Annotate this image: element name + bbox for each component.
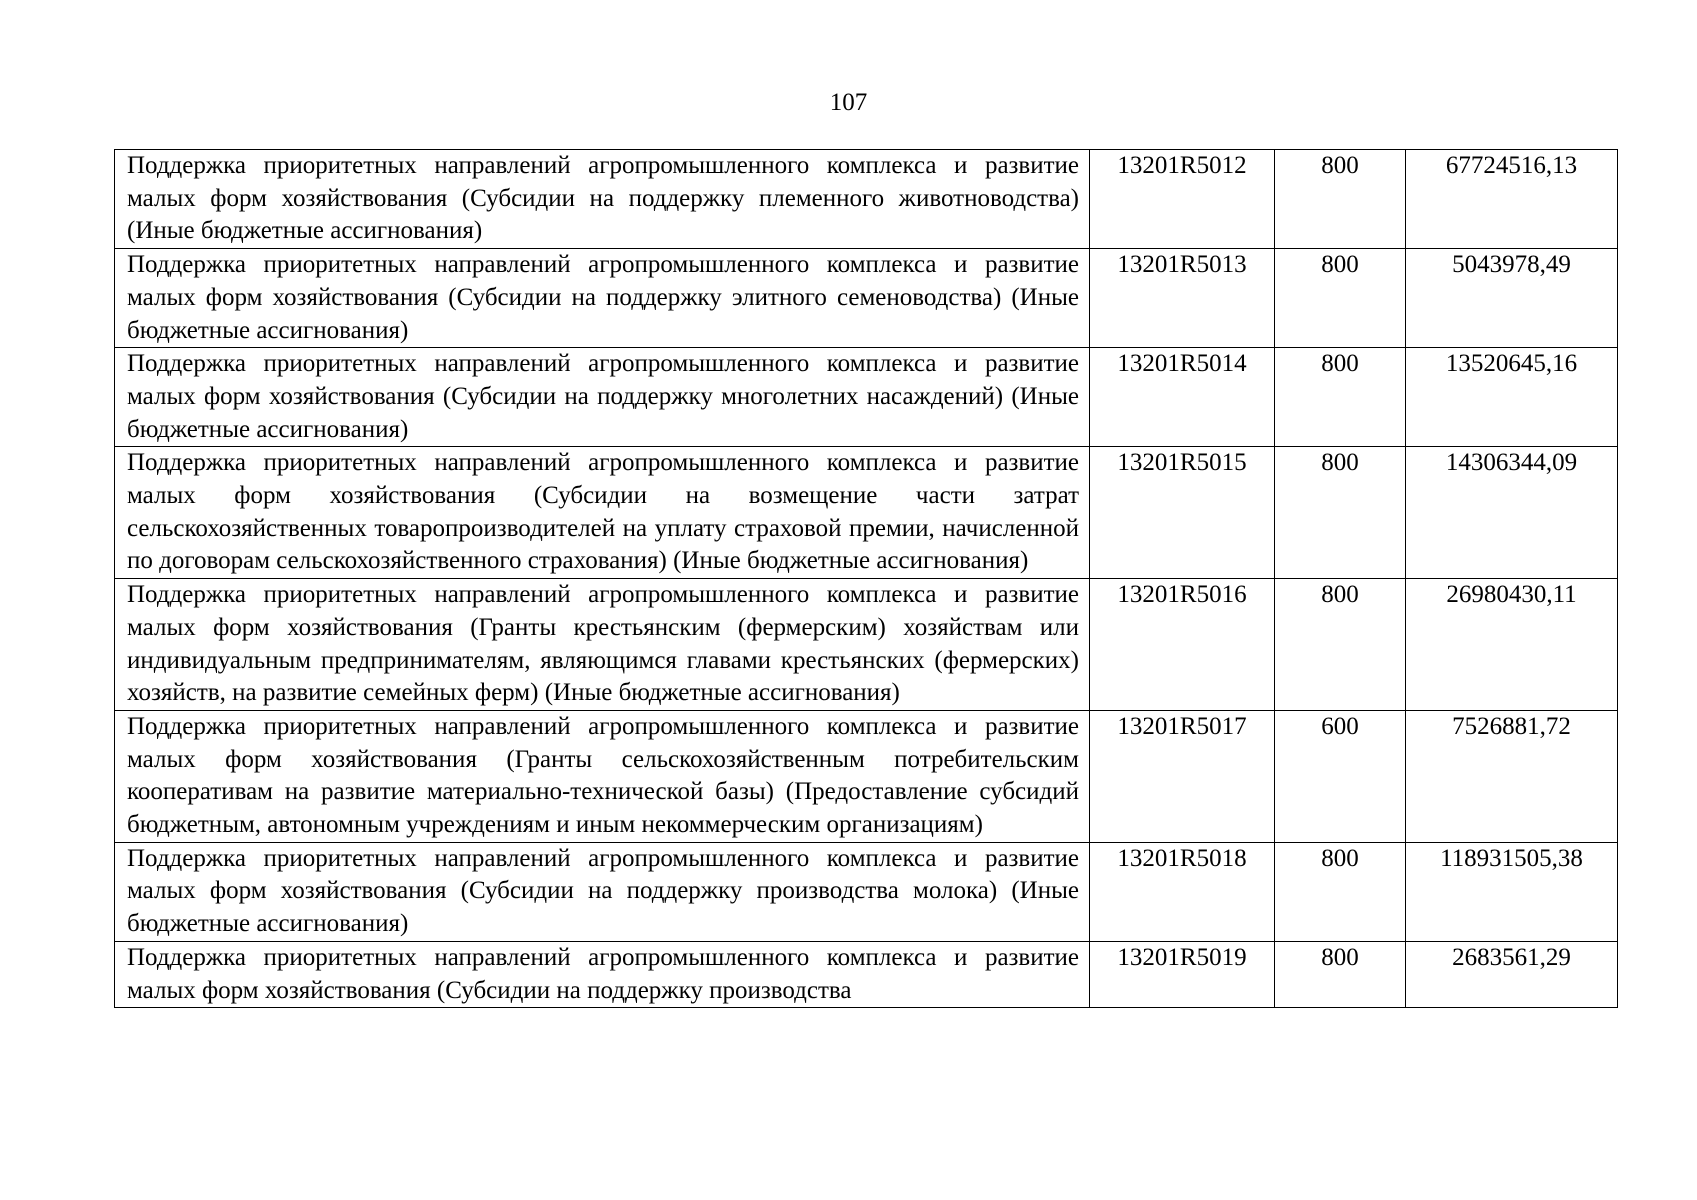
table-row xyxy=(115,348,1618,447)
table-row xyxy=(115,842,1618,941)
budget-allocation-table xyxy=(114,149,1618,1008)
amount-value: 118931505,38 xyxy=(1406,842,1618,941)
table-row xyxy=(115,579,1618,711)
expense-description: Поддержка приоритетных направлений агропромышленного комплекса и развитие малых форм хозяйствования (Субсидии на поддержку элитного семеноводства) (Иные бюджетные ассигнования) xyxy=(115,249,1090,348)
expense-description: Поддержка приоритетных направлений агропромышленного комплекса и развитие малых форм хозяйствования (Гранты сельскохозяйственным потребительским кооперативам на развитие материально-технической базы) (Предоставление субсидий бюджетным, автономным учреждениям и иным некоммерческим организациям) xyxy=(115,710,1090,842)
expense-description: Поддержка приоритетных направлений агропромышленного комплекса и развитие малых форм хозяйствования (Субсидии на возмещение части затрат сельскохозяйственных товаропроизводителей на уплату страховой премии, начисленной по договорам сельскохозяйственного страхования) (Иные бюджетные ассигнования) xyxy=(115,447,1090,579)
target-article-code: 13201R5019 xyxy=(1090,941,1275,1007)
target-article-code: 13201R5013 xyxy=(1090,249,1275,348)
amount-value: 2683561,29 xyxy=(1406,941,1618,1007)
expense-description: Поддержка приоритетных направлений агропромышленного комплекса и развитие малых форм хозяйствования (Субсидии на поддержку производства молока) (Иные бюджетные ассигнования) xyxy=(115,842,1090,941)
target-article-code: 13201R5017 xyxy=(1090,710,1275,842)
table-row xyxy=(115,249,1618,348)
target-article-code: 13201R5014 xyxy=(1090,348,1275,447)
expense-description: Поддержка приоритетных направлений агропромышленного комплекса и развитие малых форм хозяйствования (Гранты крестьянским (фермерским) хозяйствам или индивидуальным предпринимателям, являющимся главами крестьянских (фермерских) хозяйств, на развитие семейных ферм) (Иные бюджетные ассигнования) xyxy=(115,579,1090,711)
expense-type-code: 800 xyxy=(1275,447,1406,579)
expense-type-code: 800 xyxy=(1275,941,1406,1007)
expense-type-code: 600 xyxy=(1275,710,1406,842)
target-article-code: 13201R5012 xyxy=(1090,150,1275,249)
table-row xyxy=(115,710,1618,842)
expense-description: Поддержка приоритетных направлений агропромышленного комплекса и развитие малых форм хозяйствования (Субсидии на поддержку производства xyxy=(127,943,1079,1004)
page-number: 107 xyxy=(829,89,868,116)
expense-description: Поддержка приоритетных направлений агропромышленного комплекса и развитие малых форм хозяйствования (Субсидии на поддержку многолетних насаждений) (Иные бюджетные ассигнования) xyxy=(115,348,1090,447)
amount-value: 26980430,11 xyxy=(1406,579,1618,711)
amount-value: 7526881,72 xyxy=(1406,710,1618,842)
table-row xyxy=(115,150,1618,249)
table-row xyxy=(115,447,1618,579)
target-article-code: 13201R5015 xyxy=(1090,447,1275,579)
amount-value: 13520645,16 xyxy=(1406,348,1618,447)
expense-type-code: 800 xyxy=(1275,249,1406,348)
target-article-code: 13201R5018 xyxy=(1090,842,1275,941)
expense-type-code: 800 xyxy=(1275,842,1406,941)
amount-value: 67724516,13 xyxy=(1406,150,1618,249)
expense-description-cell xyxy=(115,941,1090,1007)
expense-type-code: 800 xyxy=(1275,348,1406,447)
table-row xyxy=(115,941,1618,1007)
target-article-code: 13201R5016 xyxy=(1090,579,1275,711)
amount-value: 14306344,09 xyxy=(1406,447,1618,579)
amount-value: 5043978,49 xyxy=(1406,249,1618,348)
expense-type-code: 800 xyxy=(1275,579,1406,711)
expense-type-code: 800 xyxy=(1275,150,1406,249)
expense-description: Поддержка приоритетных направлений агропромышленного комплекса и развитие малых форм хозяйствования (Субсидии на поддержку племенного животноводства) (Иные бюджетные ассигнования) xyxy=(115,150,1090,249)
